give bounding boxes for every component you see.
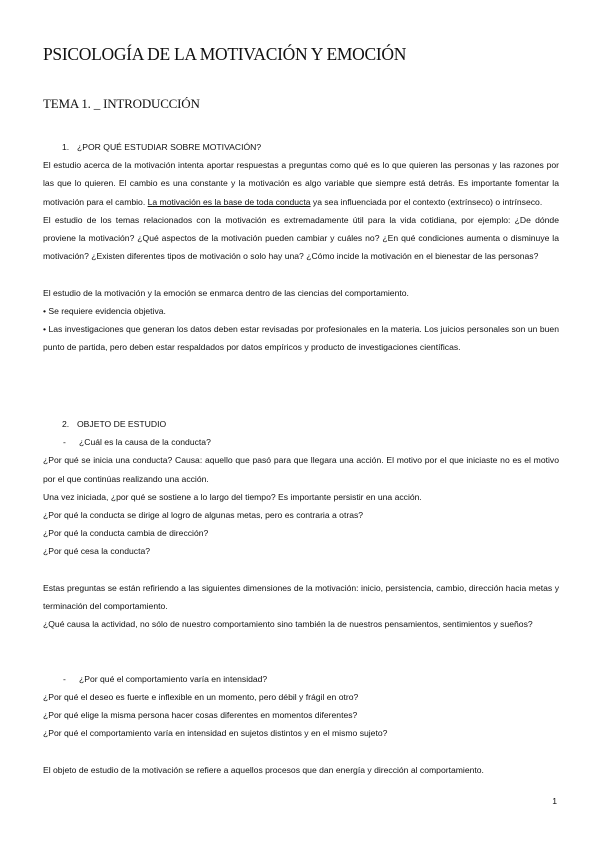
document-title: PSICOLOGÍA DE LA MOTIVACIÓN Y EMOCIÓN	[43, 44, 407, 64]
page-number: 1	[552, 796, 557, 806]
line-7: ¿Por qué elige la misma persona hacer cosas diferentes en momentos diferentes?	[43, 710, 358, 721]
paragraph-2: El estudio de los temas relacionados con la motivación es extremadamente útil para la vida cotidiana, por ejemplo: ¿De dónde proviene la motivación? ¿Qué aspectos de la motivación pueden cambiar y cuáles no? ¿En qué condiciones aumenta o disminuye la motivación? ¿Existen diferentes tipos de motivación o solo hay una? ¿Cómo incide la motivación en el bienestar de las personas?	[43, 214, 559, 262]
bullet-2: • Las investigaciones que generan los datos deben estar revisadas por profesionales en la materia. Los juicios personales son un buen punto de partida, pero deben estar respaldados por datos empíricos y producto de investigaciones científicas.	[43, 324, 559, 353]
topic-heading: TEMA 1. _ INTRODUCCIÓN	[43, 96, 200, 111]
line-5: ¿Por qué cesa la conducta?	[43, 546, 151, 557]
paragraph-4: Estas preguntas se están refiriendo a las siguientes dimensiones de la motivación: inicio, persistencia, cambio, dirección hacia metas y terminación del comportamiento.	[43, 582, 559, 612]
paragraph-5: ¿Qué causa la actividad, no sólo de nuestro comportamiento sino también la de nuestros pensamientos, sentimientos y sueños?	[43, 619, 533, 630]
line-6: ¿Por qué el deseo es fuerte e inflexible en un momento, pero débil y frágil en otro?	[43, 692, 359, 702]
question-2: - ¿Por qué el comportamiento varía en intensidad?	[63, 673, 268, 684]
question-1: - ¿Cuál es la causa de la conducta?	[63, 437, 211, 448]
paragraph-1: El estudio acerca de la motivación intenta aportar respuestas a preguntas como qué es lo que quieren las personas y las razones por las que lo quieren. El cambio es una constante y la motivación es algo variable que siempre está detrás. Es importante fomentar la motivación para el cambio. La motivación es la base de toda conducta ya sea influenciada por el contexto (extrínseco) o intrínseco.	[43, 160, 559, 207]
paragraph-6: El objeto de estudio de la motivación se refiere a aquellos procesos que dan energía y dirección al comportamiento.	[43, 764, 484, 775]
section-2	[43, 415, 559, 779]
line-2: Una vez iniciada, ¿por qué se sostiene a lo largo del tiempo? Es importante persistir en una acción.	[43, 491, 422, 502]
line-1: ¿Por qué se inicia una conducta? Causa: aquello que pasó para que llegara una acción. El motivo por el que iniciaste no es el motivo por el que continúas realizando una acción.	[43, 455, 559, 484]
section-1-heading: 1. ¿POR QUÉ ESTUDIAR SOBRE MOTIVACIÓN?	[62, 142, 262, 152]
bullet-1: • Se requiere evidencia objetiva.	[43, 305, 166, 316]
section-2-heading: 2. OBJETO DE ESTUDIO	[62, 419, 167, 429]
section-1	[43, 138, 559, 356]
line-4: ¿Por qué la conducta cambia de dirección?	[43, 528, 209, 539]
line-3: ¿Por qué la conducta se dirige al logro de algunas metas, pero es contraria a otras?	[43, 510, 364, 521]
line-8: ¿Por qué el comportamiento varía en intensidad en sujetos distintos y en el mismo sujeto?	[43, 728, 388, 739]
underlined-statement: La motivación es la base de toda conducta	[147, 196, 311, 207]
paragraph-3: El estudio de la motivación y la emoción se enmarca dentro de las ciencias del comportamiento.	[43, 287, 409, 298]
